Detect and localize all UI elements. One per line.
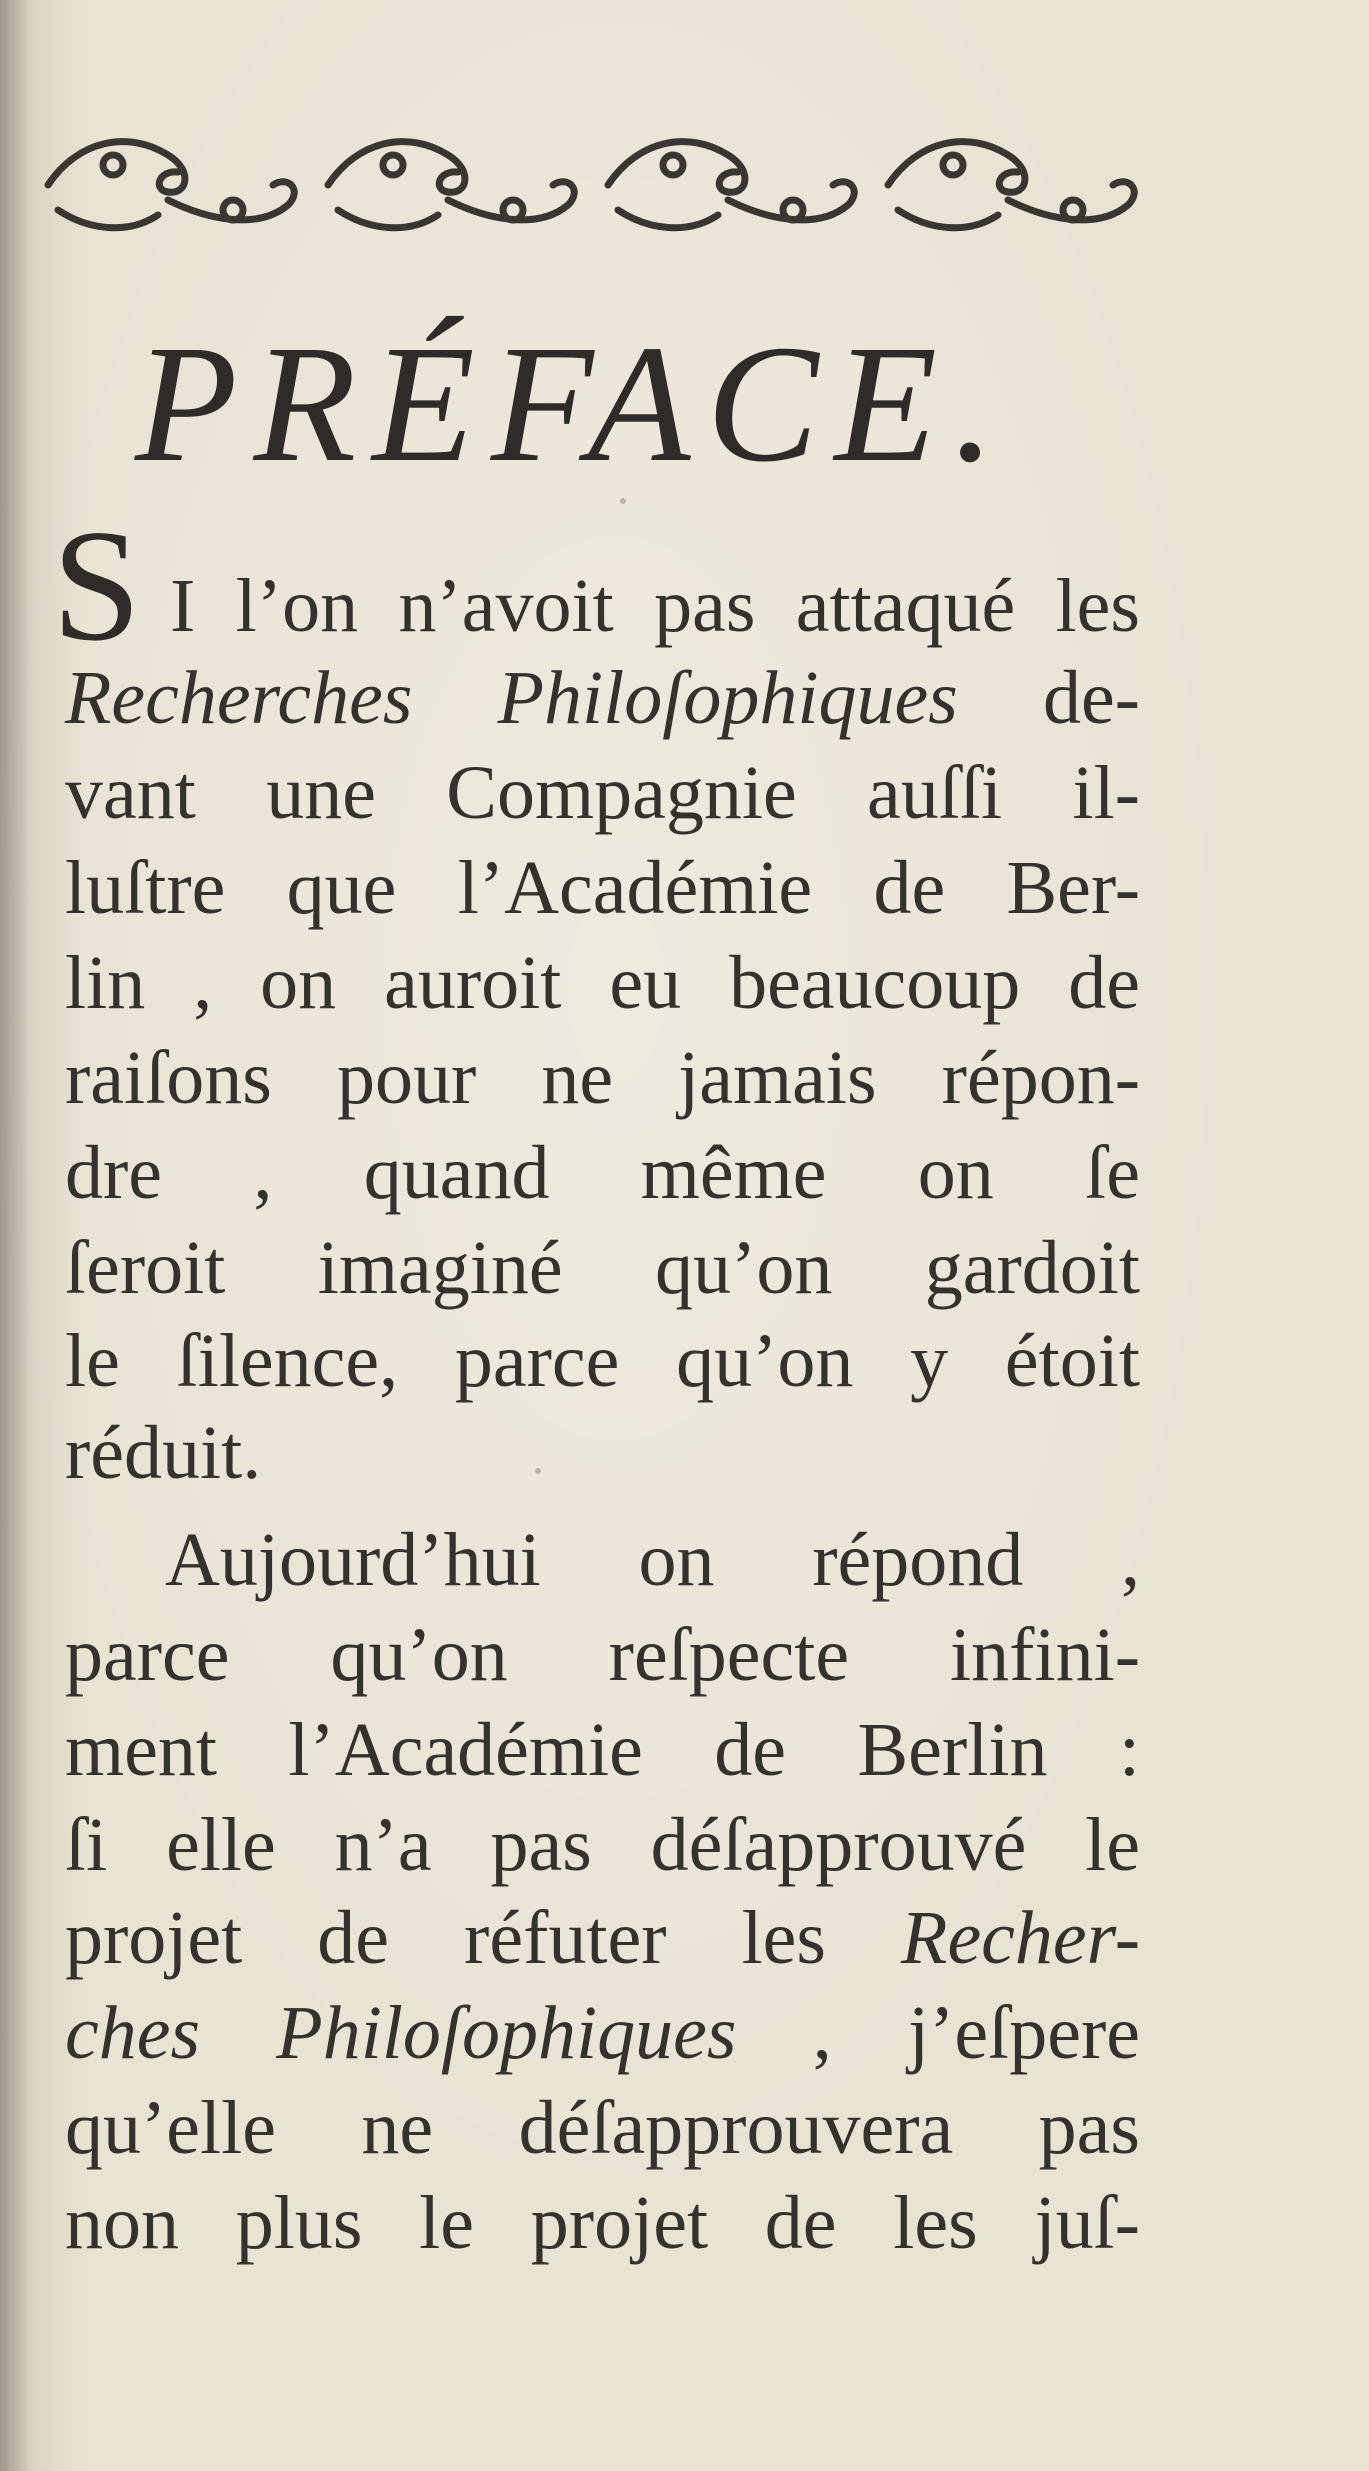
ink-speck (620, 498, 626, 504)
drop-cap: S (52, 496, 141, 674)
text-segment: I l’on n’avoit pas attaqué les (170, 564, 1140, 648)
text-segment: raiſons pour ne jamais répon- (65, 1036, 1140, 1120)
text-segment: ches Philoſophiques (65, 1991, 737, 2075)
text-segment: ſi elle n’a pas déſapprouvé le (65, 1803, 1140, 1887)
text-segment: Recherches Philoſophiques (65, 656, 958, 740)
paragraph1-line (170, 564, 1140, 648)
ornament-band (18, 110, 1168, 250)
text-segment: ſeroit imaginé qu’on gardoit (65, 1226, 1140, 1310)
paragraph2-line (65, 1991, 1141, 2075)
paragraph1-line (65, 656, 1140, 740)
paragraph1-line (65, 846, 1140, 930)
text-segment: réduit. (65, 1411, 262, 1495)
page-title: PRÉFACE. (135, 311, 1012, 497)
text-segment: parce qu’on reſpecte infini- (65, 1613, 1140, 1697)
text-segment: luſtre que l’Académie de Ber- (65, 846, 1140, 930)
text-segment: non plus le projet de les juſ- (65, 2181, 1140, 2265)
paragraph1-line (65, 941, 1140, 1025)
paragraph1-line (65, 1411, 1140, 1495)
text-segment: le ſilence, parce qu’on y étoit (65, 1319, 1140, 1403)
paragraph2-line (165, 1518, 1140, 1602)
text-segment: Aujourd’hui on répond , (165, 1518, 1140, 1602)
text-segment: Recher- (901, 1896, 1140, 1980)
paragraph2-line (65, 2181, 1140, 2265)
paragraph1-line (65, 1036, 1140, 1120)
text-segment: , j’eſpere (736, 1991, 1141, 2075)
text-segment: dre , quand même on ſe (65, 1131, 1140, 1215)
text-segment: projet de réfuter les (65, 1896, 902, 1980)
paragraph2-line (65, 2086, 1140, 2170)
text-segment: lin , on auroit eu beaucoup de (65, 941, 1140, 1025)
paragraph2-line (65, 1896, 1140, 1980)
paragraph1-line (65, 751, 1140, 835)
paragraph2-line (65, 1613, 1140, 1697)
text-segment: vant une Compagnie auſſi il- (65, 751, 1140, 835)
text-segment: qu’elle ne déſapprouvera pas (65, 2086, 1140, 2170)
paragraph1-line (65, 1131, 1140, 1215)
text-segment: de- (957, 656, 1140, 740)
paragraph1-line (65, 1226, 1140, 1310)
ornament-unit-1 (48, 142, 294, 228)
paragraph2-line (65, 1803, 1140, 1887)
paragraph1-line (65, 1319, 1140, 1403)
gutter-shadow (0, 0, 30, 2471)
text-segment: ment l’Académie de Berlin : (65, 1708, 1140, 1792)
ink-speck (535, 1468, 541, 1474)
paragraph2-line (65, 1708, 1140, 1792)
